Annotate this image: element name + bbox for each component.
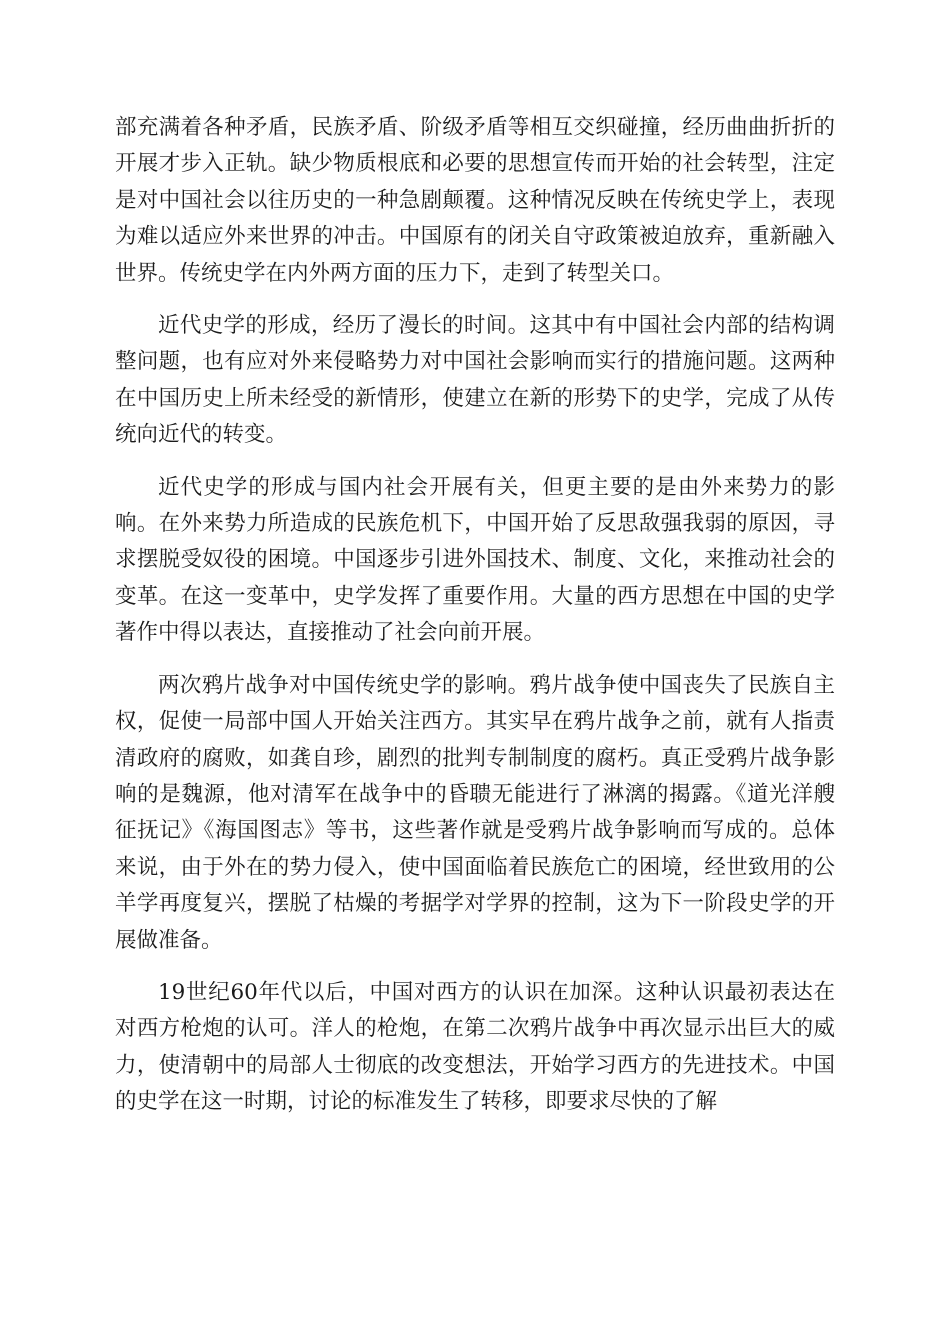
paragraph-foreign-influence: 近代史学的形成与国内社会开展有关，但更主要的是由外来势力的影响。在外来势力所造成的民族危机下，中国开始了反思敌强我弱的原因，寻求摆脱受奴役的困境。中国逐步引进外国技术、制度、文化，来推动社会的变革。在这一变革中，史学发挥了重要作用。大量的西方思想在中国的史学著作中得以表达，直接推动了社会向前开展。 (115, 474, 835, 646)
paragraph-opium-wars: 两次鸦片战争对中国传统史学的影响。鸦片战争使中国丧失了民族自主权，促使一局部中国人开始关注西方。其实早在鸦片战争之前，就有人指责清政府的腐败，如龚自珍，剧烈的批判专制制度的腐朽。真正受鸦片战争影响的是魏源，他对清军在战争中的昏聩无能进行了淋漓的揭露。《道光洋艘征抚记》《海国图志》等书，这些著作就是受鸦片战争影响而写成的。总体来说，由于外在的势力侵入，使中国面临着民族危亡的困境，经世致用的公羊学再度复兴，摆脱了枯燥的考据学对学界的控制，这为下一阶段史学的开展做准备。 (115, 672, 835, 953)
document-body (115, 110, 835, 1137)
paragraph-modern-historiography-formation: 近代史学的形成，经历了漫长的时间。这其中有中国社会内部的结构调整问题，也有应对外来侵略势力对中国社会影响而实行的措施问题。这两种在中国历史上所未经受的新情形，使建立在新的形势下的史学，完成了从传统向近代的转变。 (115, 313, 835, 448)
paragraph-continuation: 部充满着各种矛盾，民族矛盾、阶级矛盾等相互交织碰撞，经历曲曲折折的开展才步入正轨。缺少物质根底和必要的思想宣传而开始的社会转型，注定是对中国社会以往历史的一种急剧颠覆。这种情况反映在传统史学上，表现为难以适应外来世界的冲击。中国原有的闭关自守政策被迫放弃，重新融入世界。传统史学在内外两方面的压力下，走到了转型关口。 (115, 115, 835, 286)
paragraph-1860s: 19世纪60年代以后，中国对西方的认识在加深。这种认识最初表达在对西方枪炮的认可。洋人的枪炮，在第二次鸦片战争中再次显示出巨大的威力，使清朝中的局部人士彻底的改变想法，开始学习西方的先进技术。中国的史学在这一时期，讨论的标准发生了转移，即要求尽快的了解 (115, 979, 835, 1115)
